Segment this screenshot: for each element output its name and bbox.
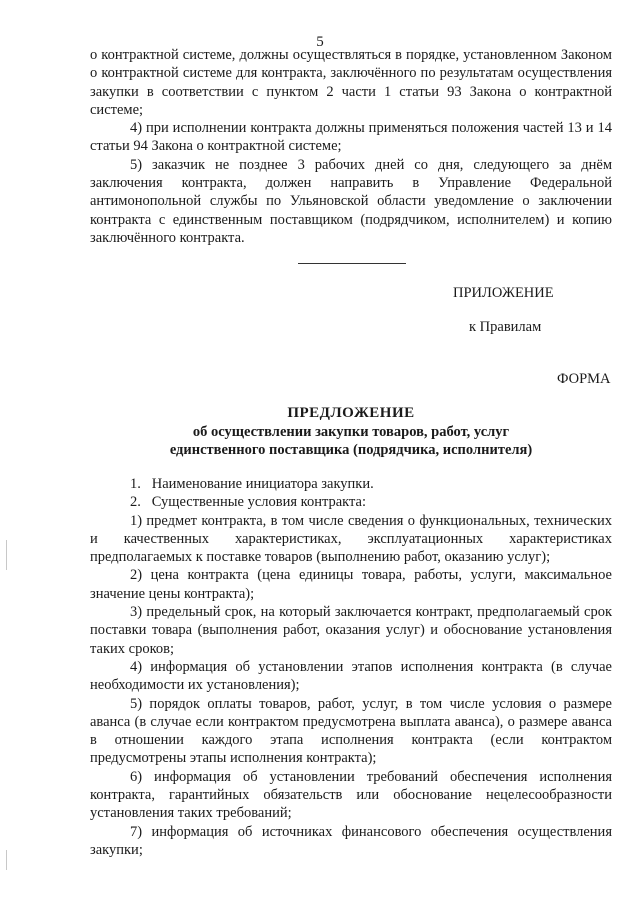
paragraph: 5) заказчик не позднее 3 рабочих дней со дня, следующего за днём заключения контракта, должен направить в Управление Федеральной антимонопольной службы по Ульяновской области уведомление о заключении контракта с единственным поставщиком (подрядчиком, исполнителем) и копию заключённого контракта. bbox=[90, 156, 612, 246]
page-number: 5 bbox=[316, 34, 324, 50]
condition-item: 3) предельный срок, на который заключается контракт, предполагаемый срок поставки товара (выполнения работ, оказания услуг) и обоснование установления таких сроков; bbox=[90, 604, 612, 657]
numbered-item: 2. Существенные условия контракта: bbox=[130, 494, 366, 511]
proposal-contents bbox=[90, 475, 612, 859]
condition-item: 2) цена контракта (цена единицы товара, работы, услуги, максимальное значение цены контракта); bbox=[90, 567, 612, 602]
document-title bbox=[90, 404, 612, 460]
condition-item: 6) информация об установлении требований обеспечения исполнения контракта, гарантийных обязательств или обоснование нецелесообразности установления таких требований; bbox=[90, 768, 612, 822]
scan-edge-mark bbox=[6, 850, 7, 870]
scan-edge-mark bbox=[6, 540, 7, 570]
appendix-label: ПРИЛОЖЕНИЕ bbox=[453, 285, 554, 301]
paragraph: 4) при исполнении контракта должны применяться положения частей 13 и 14 статьи 94 Закона о контрактной системе; bbox=[90, 120, 612, 155]
condition-item: 5) порядок оплаты товаров, работ, услуг, в том числе условия о размере аванса (в случае если контрактом предусмотрена выплата аванса), о размере аванса в отношении каждого этапа исполнения контракта (если контрактом предусмотрены этапы исполнения контракта); bbox=[90, 695, 612, 767]
title-line: единственного поставщика (подрядчика, исполнителя) bbox=[169, 442, 533, 458]
top-paragraphs bbox=[90, 46, 612, 247]
condition-item: 1) предмет контракта, в том числе сведения о функциональных, технических и качественных характеристиках, эксплуатационных характеристиках предполагаемых к поставке товаров (выполнению работ, оказанию услуг); bbox=[90, 512, 612, 566]
title-line: ПРЕДЛОЖЕНИЕ bbox=[287, 405, 415, 421]
appendix-to-rules: к Правилам bbox=[469, 319, 542, 335]
title-line: об осуществлении закупки товаров, работ, услуг bbox=[192, 423, 510, 440]
form-label: ФОРМА bbox=[557, 371, 611, 387]
condition-item: 4) информация об установлении этапов исполнения контракта (в случае необходимости их установления); bbox=[90, 658, 612, 694]
numbered-item: 1. Наименование инициатора закупки. bbox=[130, 476, 374, 492]
condition-item: 7) информация об источниках финансового обеспечения осуществления закупки; bbox=[90, 823, 612, 858]
separator-line bbox=[298, 263, 406, 264]
paragraph: о контрактной системе, должны осуществляться в порядке, установленном Законом о контрактной системе для контракта, заключённого по результатам осуществления закупки в соответствии с пунктом 2 части 1 статьи 93 Закона о контрактной системе; bbox=[90, 47, 612, 118]
